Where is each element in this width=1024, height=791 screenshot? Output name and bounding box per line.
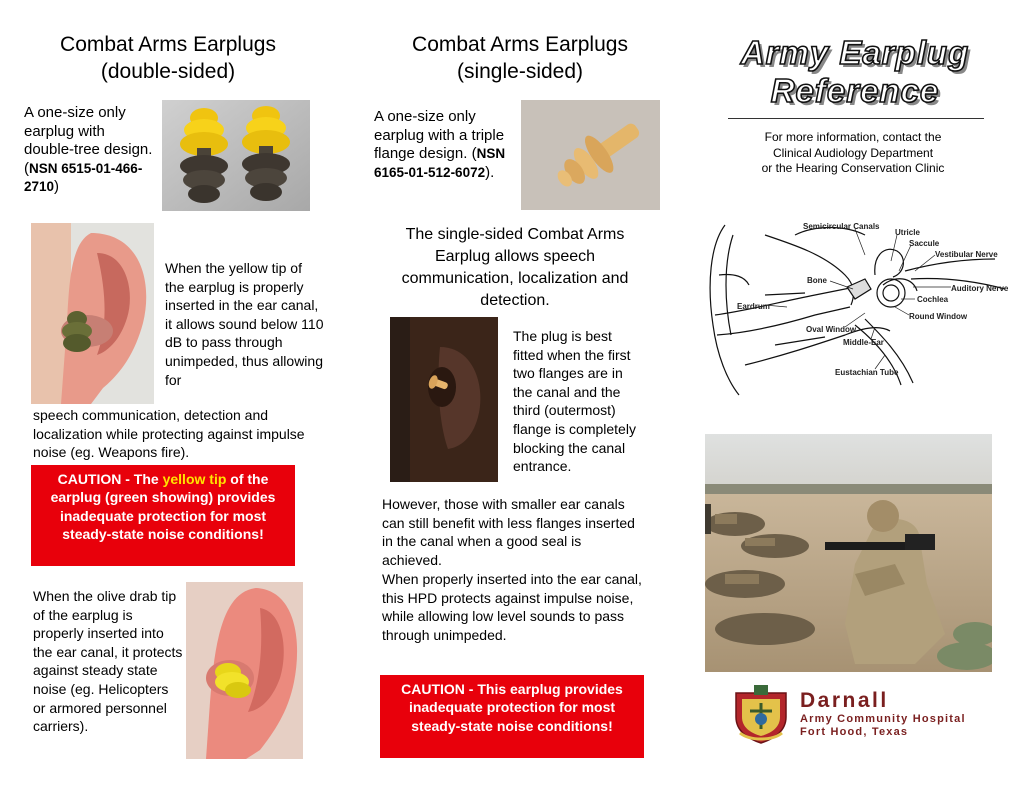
col2-desc-suffix: ). [485, 163, 495, 181]
double-sided-earplug-photo [162, 100, 310, 211]
contact-info-line2: Clinical Audiology Department [772, 145, 934, 160]
col1-caution-post: of the earplug (green showing) provides inadequate protection for most steady-state noise conditions! [50, 471, 276, 543]
col2-title [385, 31, 655, 85]
speech-paragraph: The single-sided Combat Arms Earplug allows speech communication, localization and detection. [401, 226, 629, 309]
soldier-ear-photo [390, 317, 498, 482]
olive-tip-paragraph: When the olive drab tip of the earplug is properly inserted into the ear canal, it protects against steady state noise (eg. Helicopters or armored personnel carriers). [33, 588, 183, 735]
fit-paragraph: The plug is best fitted when the first two flanges are in the canal and the third (outermost) flange is completely blocking the canal entrance. [513, 328, 636, 475]
label-bone: Bone [807, 276, 827, 285]
smaller-canals-paragraph: However, those with smaller ear canals can still benefit with less flanges inserted in the canal when a good seal is achieved. [382, 496, 635, 568]
col2-caution-box: CAUTION - This earplug provides inadequate protection for most steady-state noise conditions! [380, 675, 644, 758]
yellow-tip-paragraph-b: speech communication, detection and localization while protecting against impulse noise (eg. Weapons fire). [33, 407, 305, 461]
darnall-logo-line2: Army Community Hospital [800, 713, 966, 725]
col1-caution-highlight: yellow tip [162, 471, 227, 487]
yellow-tip-paragraph-a: When the yellow tip of the earplug is properly inserted in the ear canal, it allows sound below 110 dB to pass through unimpeded, thus allowing for [165, 260, 324, 388]
darnall-logo-line3: Fort Hood, Texas [800, 726, 909, 738]
darnall-logo-name: Darnall [800, 689, 889, 712]
label-round-window: Round Window [909, 312, 968, 321]
reference-title-line2: Reference [770, 72, 940, 109]
col1-description [24, 104, 156, 197]
col1-nsn: NSN 6515-01-466-2710 [24, 160, 143, 195]
col2-title-line1: Combat Arms Earplugs [412, 33, 628, 56]
label-utricle: Utricle [895, 228, 920, 237]
title-divider [728, 118, 984, 119]
darnall-logo-subtitle [800, 713, 966, 739]
label-semicircular-canals: Semicircular Canals [803, 222, 880, 231]
col1-title-line2: (double-sided) [100, 60, 236, 83]
label-auditory-nerve: Auditory Nerve [951, 284, 1009, 293]
reference-title-line1: Army Earplug [740, 34, 970, 71]
contact-info-line1: For more information, contact the [764, 130, 942, 144]
col2-desc-text: A one-size only earplug with a triple flange design. ( [374, 108, 505, 163]
label-cochlea: Cochlea [917, 295, 949, 304]
label-vestibular-nerve: Vestibular Nerve [935, 250, 998, 259]
col1-caution-pre: CAUTION - The [57, 471, 163, 487]
col1-caution-box [31, 465, 295, 566]
ear-olive-tip-photo [186, 582, 303, 759]
soldiers-firing-range-photo [705, 434, 992, 672]
col2-title-line2: (single-sided) [456, 60, 584, 83]
col2-description [374, 108, 514, 182]
label-eustachian-tube: Eustachian Tube [835, 368, 899, 377]
reference-title [700, 34, 1010, 110]
col1-desc-suffix: ) [54, 178, 60, 196]
label-oval-window: Oval Window [806, 325, 857, 334]
col1-desc-text: A one-size only earplug with double-tree design. ( [24, 104, 153, 177]
darnall-hospital-logo [730, 683, 1000, 745]
proper-insertion-paragraph: When properly inserted into the ear canal, this HPD protects against impulse noise, while allowing low level sounds to pass through unimpeded. [382, 571, 642, 643]
ear-anatomy-diagram [705, 215, 1010, 405]
single-sided-earplug-photo [521, 100, 660, 210]
contact-info-line3: or the Hearing Conservation Clinic [761, 161, 945, 175]
darnall-crest-icon [730, 683, 792, 745]
label-eardrum: Eardrum [737, 302, 770, 311]
col1-title-line1: Combat Arms Earplugs [60, 33, 276, 56]
contact-info [730, 130, 976, 177]
col2-nsn: NSN 6165-01-512-6072 [374, 146, 506, 180]
col1-title [30, 31, 306, 85]
label-middle-ear: Middle-Ear [843, 338, 884, 347]
ear-yellow-tip-photo [31, 223, 154, 404]
label-saccule: Saccule [909, 239, 940, 248]
